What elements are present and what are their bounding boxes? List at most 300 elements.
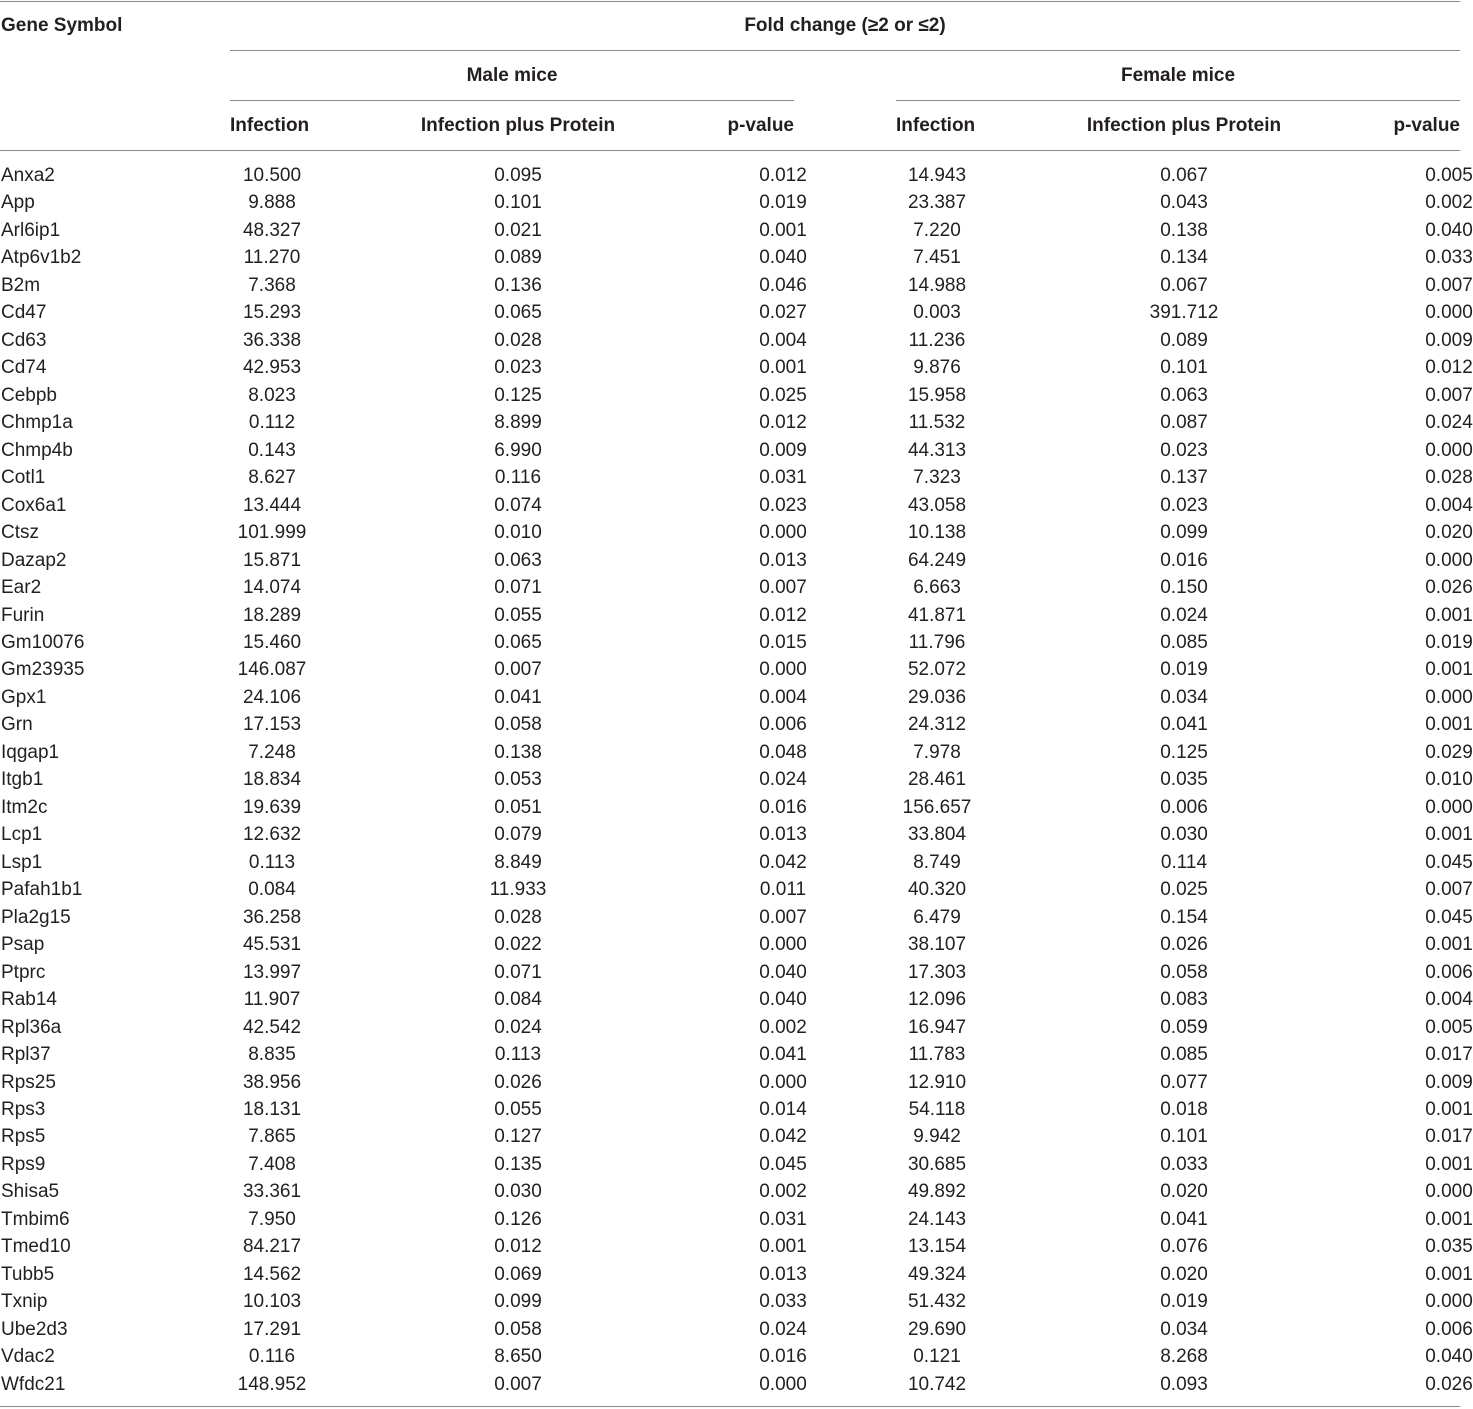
- gene-symbol-cell: Gm10076: [1, 631, 85, 653]
- female-infection-cell: 6.663: [913, 577, 961, 599]
- male-p-value-cell: 0.004: [759, 686, 807, 708]
- female-infection-cell: 28.461: [907, 769, 967, 791]
- table-row: [0, 165, 1473, 192]
- gene-symbol-cell: Dazap2: [1, 549, 67, 571]
- female-p-value-cell: 0.019: [1425, 631, 1473, 653]
- male-infection-cell: 12.632: [242, 824, 302, 846]
- male-p-value-cell: 0.009: [759, 439, 807, 461]
- male-p-value-cell: 0.048: [759, 741, 807, 763]
- female-p-value-cell: 0.026: [1425, 1373, 1473, 1395]
- male-infection-plus-protein-cell: 8.849: [494, 851, 542, 873]
- male-infection-plus-protein-cell: 0.055: [494, 604, 542, 626]
- male-p-value-cell: 0.012: [759, 165, 807, 186]
- female-infection-cell: 64.249: [907, 549, 967, 571]
- female-infection-cell: 6.479: [913, 906, 961, 928]
- table-row: [0, 604, 1473, 632]
- male-infection-cell: 11.270: [243, 247, 301, 269]
- male-p-value-cell: 0.024: [759, 1318, 807, 1340]
- female-infection-plus-protein-cell: 391.712: [1149, 302, 1219, 324]
- female-infection-cell: 33.804: [907, 824, 967, 846]
- male-infection-plus-protein-cell: 0.030: [494, 1181, 542, 1203]
- table-row: [0, 274, 1473, 302]
- gene-symbol-cell: Ctsz: [1, 522, 39, 544]
- female-infection-cell: 12.096: [907, 989, 967, 1011]
- table-row: [0, 989, 1473, 1016]
- male-infection-plus-protein-cell: 0.021: [494, 219, 542, 241]
- female-p-value-cell: 0.000: [1425, 1291, 1473, 1313]
- gene-symbol-cell: Grn: [1, 714, 33, 736]
- male-p-value-cell: 0.040: [759, 989, 807, 1011]
- male-infection-cell: 45.531: [242, 934, 302, 956]
- male-infection-plus-protein-cell: 0.010: [494, 522, 542, 544]
- female-infection-plus-protein-cell: 0.043: [1160, 192, 1208, 214]
- male-p-value-cell: 0.016: [759, 796, 807, 818]
- male-p-value-cell: 0.000: [759, 934, 807, 956]
- gene-symbol-cell: Iqgap1: [1, 741, 60, 763]
- female-infection-plus-protein-cell: 0.101: [1160, 357, 1208, 379]
- table-row: [0, 439, 1473, 467]
- table-row: [0, 769, 1473, 796]
- gene-symbol-cell: Chmp1a: [1, 412, 73, 434]
- gene-symbol-cell: Cd74: [1, 357, 47, 379]
- male-infection-cell: 148.952: [237, 1373, 307, 1395]
- female-infection-cell: 49.324: [907, 1263, 967, 1285]
- female-infection-cell: 38.107: [907, 934, 967, 956]
- female-infection-cell: 16.947: [907, 1016, 967, 1038]
- male-infection-cell: 10.500: [242, 165, 302, 186]
- male-infection-plus-protein-cell: 8.650: [494, 1346, 542, 1368]
- female-infection-cell: 9.876: [913, 357, 961, 379]
- male-infection-cell: 14.074: [242, 577, 302, 599]
- male-infection-cell: 42.542: [242, 1016, 302, 1038]
- male-infection-plus-protein-cell: 0.058: [494, 1318, 542, 1340]
- female-p-value-cell: 0.001: [1425, 1263, 1473, 1285]
- male-infection-cell: 7.248: [248, 741, 296, 763]
- male-infection-plus-protein-cell: 11.933: [489, 879, 547, 901]
- male-infection-plus-protein-cell: 0.079: [494, 824, 542, 846]
- female-infection-cell: 7.978: [913, 741, 961, 763]
- female-p-value-cell: 0.028: [1425, 467, 1473, 489]
- gene-symbol-cell: Vdac2: [1, 1346, 55, 1368]
- table-row: [0, 549, 1473, 577]
- male-p-value-cell: 0.002: [759, 1181, 807, 1203]
- female-infection-plus-protein-cell: 0.137: [1160, 467, 1208, 489]
- header-male-mice: Male mice: [466, 65, 558, 86]
- male-infection-plus-protein-cell: 0.113: [494, 1044, 542, 1066]
- male-infection-cell: 15.460: [242, 631, 302, 653]
- table-row: [0, 631, 1473, 659]
- female-p-value-cell: 0.001: [1425, 934, 1473, 956]
- gene-symbol-cell: Chmp4b: [1, 439, 73, 461]
- table-row: [0, 796, 1473, 824]
- gene-symbol-cell: Atp6v1b2: [1, 247, 82, 269]
- gene-symbol-cell: B2m: [1, 274, 41, 296]
- table-row: [0, 741, 1473, 769]
- female-infection-cell: 0.003: [913, 302, 961, 324]
- gene-symbol-cell: Anxa2: [1, 165, 55, 186]
- gene-symbol-cell: Cebpb: [1, 384, 57, 406]
- female-p-value-cell: 0.009: [1425, 329, 1473, 351]
- female-infection-plus-protein-cell: 0.085: [1160, 631, 1208, 653]
- table-top-rule: [0, 1, 1460, 2]
- male-infection-cell: 0.113: [248, 851, 296, 873]
- male-infection-cell: 7.950: [248, 1208, 296, 1230]
- table-row: [0, 329, 1473, 357]
- male-p-value-cell: 0.007: [759, 577, 807, 599]
- female-p-value-cell: 0.007: [1425, 274, 1473, 296]
- table-row: [0, 1318, 1473, 1346]
- male-p-value-cell: 0.000: [759, 1373, 807, 1395]
- female-infection-plus-protein-cell: 0.067: [1160, 274, 1208, 296]
- header-gene-symbol: Gene Symbol: [1, 15, 123, 36]
- male-infection-cell: 8.023: [248, 384, 296, 406]
- female-infection-plus-protein-cell: 0.033: [1160, 1153, 1208, 1175]
- female-infection-cell: 15.958: [907, 384, 967, 406]
- male-infection-cell: 18.834: [242, 769, 302, 791]
- female-infection-plus-protein-cell: 0.125: [1160, 741, 1208, 763]
- table-row: [0, 467, 1473, 494]
- table-row: [0, 384, 1473, 412]
- female-p-value-cell: 0.001: [1425, 1098, 1473, 1120]
- gene-symbol-cell: Arl6ip1: [1, 219, 61, 241]
- male-infection-plus-protein-cell: 0.024: [494, 1016, 542, 1038]
- male-infection-cell: 8.835: [248, 1044, 296, 1066]
- header-female-infection: Infection: [896, 115, 976, 136]
- female-infection-plus-protein-cell: 0.059: [1160, 1016, 1208, 1038]
- female-infection-cell: 11.783: [908, 1044, 966, 1066]
- gene-symbol-cell: Txnip: [1, 1291, 48, 1313]
- female-infection-plus-protein-cell: 0.077: [1160, 1071, 1208, 1093]
- female-infection-cell: 52.072: [907, 659, 967, 681]
- table-row: [0, 686, 1473, 714]
- male-infection-cell: 13.444: [242, 494, 302, 516]
- female-infection-cell: 17.303: [907, 961, 967, 983]
- male-p-value-cell: 0.012: [759, 604, 807, 626]
- male-p-value-cell: 0.024: [759, 769, 807, 791]
- male-p-value-cell: 0.000: [759, 659, 807, 681]
- table-row: [0, 1071, 1473, 1099]
- male-p-value-cell: 0.004: [759, 329, 807, 351]
- table-row: [0, 577, 1473, 604]
- female-infection-cell: 10.138: [907, 522, 967, 544]
- male-group-rule: [230, 100, 794, 101]
- female-group-rule: [896, 100, 1460, 101]
- male-infection-plus-protein-cell: 0.026: [494, 1071, 542, 1093]
- male-infection-cell: 7.865: [248, 1126, 296, 1148]
- female-p-value-cell: 0.005: [1425, 1016, 1473, 1038]
- female-infection-cell: 156.657: [902, 796, 972, 818]
- male-infection-plus-protein-cell: 0.099: [494, 1291, 542, 1313]
- female-infection-cell: 49.892: [907, 1181, 967, 1203]
- male-p-value-cell: 0.025: [759, 384, 807, 406]
- male-p-value-cell: 0.001: [759, 1236, 807, 1258]
- male-infection-cell: 0.084: [248, 879, 296, 901]
- female-infection-plus-protein-cell: 0.063: [1160, 384, 1208, 406]
- male-p-value-cell: 0.000: [759, 522, 807, 544]
- table-row: [0, 714, 1473, 741]
- female-infection-plus-protein-cell: 0.020: [1160, 1263, 1208, 1285]
- gene-symbol-cell: Lsp1: [1, 851, 43, 873]
- gene-symbol-cell: Rps9: [1, 1153, 46, 1175]
- male-infection-cell: 33.361: [242, 1181, 302, 1203]
- female-infection-cell: 23.387: [907, 192, 967, 214]
- male-infection-plus-protein-cell: 0.095: [494, 165, 542, 186]
- header-male-p-value: p-value: [727, 115, 794, 136]
- female-infection-plus-protein-cell: 0.024: [1160, 604, 1208, 626]
- female-infection-plus-protein-cell: 0.026: [1160, 934, 1208, 956]
- gene-symbol-cell: Cotl1: [1, 467, 46, 489]
- female-p-value-cell: 0.000: [1425, 686, 1473, 708]
- female-infection-cell: 8.749: [913, 851, 961, 873]
- female-infection-plus-protein-cell: 0.041: [1160, 714, 1208, 736]
- female-infection-plus-protein-cell: 0.083: [1160, 989, 1208, 1011]
- gene-symbol-cell: Ube2d3: [1, 1318, 68, 1340]
- male-infection-plus-protein-cell: 0.053: [494, 769, 542, 791]
- male-infection-cell: 84.217: [242, 1236, 302, 1258]
- male-infection-cell: 101.999: [237, 522, 307, 544]
- female-infection-plus-protein-cell: 0.041: [1160, 1208, 1208, 1230]
- female-p-value-cell: 0.009: [1425, 1071, 1473, 1093]
- female-infection-plus-protein-cell: 0.087: [1160, 412, 1208, 434]
- male-p-value-cell: 0.006: [759, 714, 807, 736]
- table-row: [0, 1153, 1473, 1181]
- gene-symbol-cell: Pla2g15: [1, 906, 71, 928]
- female-p-value-cell: 0.001: [1425, 714, 1473, 736]
- male-infection-cell: 17.153: [242, 714, 302, 736]
- female-infection-plus-protein-cell: 0.154: [1160, 906, 1208, 928]
- female-p-value-cell: 0.029: [1425, 741, 1473, 763]
- female-infection-cell: 24.312: [907, 714, 967, 736]
- female-p-value-cell: 0.000: [1425, 1181, 1473, 1203]
- male-infection-plus-protein-cell: 0.023: [494, 357, 542, 379]
- female-infection-cell: 24.143: [907, 1208, 967, 1230]
- female-infection-plus-protein-cell: 0.034: [1160, 1318, 1208, 1340]
- male-infection-cell: 0.112: [248, 412, 296, 434]
- female-infection-cell: 7.323: [913, 467, 961, 489]
- male-infection-plus-protein-cell: 0.071: [494, 961, 542, 983]
- female-infection-cell: 51.432: [907, 1291, 967, 1313]
- female-infection-cell: 10.742: [907, 1373, 967, 1395]
- female-p-value-cell: 0.004: [1425, 494, 1473, 516]
- male-p-value-cell: 0.046: [759, 274, 807, 296]
- female-infection-cell: 13.154: [907, 1236, 967, 1258]
- male-infection-plus-protein-cell: 0.127: [494, 1126, 542, 1148]
- female-infection-plus-protein-cell: 0.030: [1160, 824, 1208, 846]
- female-infection-cell: 44.313: [907, 439, 967, 461]
- table-row: [0, 1098, 1473, 1126]
- gene-symbol-cell: Tmed10: [1, 1236, 71, 1258]
- female-p-value-cell: 0.010: [1425, 769, 1473, 791]
- male-p-value-cell: 0.042: [759, 851, 807, 873]
- female-infection-plus-protein-cell: 0.085: [1160, 1044, 1208, 1066]
- female-infection-plus-protein-cell: 0.138: [1160, 219, 1208, 241]
- female-p-value-cell: 0.002: [1425, 192, 1473, 214]
- female-p-value-cell: 0.024: [1425, 412, 1473, 434]
- male-infection-plus-protein-cell: 0.116: [494, 467, 542, 489]
- male-infection-plus-protein-cell: 0.028: [494, 329, 542, 351]
- female-p-value-cell: 0.035: [1425, 1236, 1473, 1258]
- female-infection-plus-protein-cell: 0.034: [1160, 686, 1208, 708]
- gene-symbol-cell: Rps25: [1, 1071, 56, 1093]
- header-bottom-rule: [0, 150, 1460, 151]
- male-infection-plus-protein-cell: 0.041: [494, 686, 542, 708]
- male-infection-cell: 9.888: [248, 192, 296, 214]
- female-p-value-cell: 0.001: [1425, 824, 1473, 846]
- table-row: [0, 1181, 1473, 1208]
- male-infection-cell: 15.293: [242, 302, 302, 324]
- male-infection-plus-protein-cell: 0.138: [494, 741, 542, 763]
- male-p-value-cell: 0.040: [759, 961, 807, 983]
- female-p-value-cell: 0.005: [1425, 165, 1473, 186]
- gene-symbol-cell: Cd47: [1, 302, 47, 324]
- gene-symbol-cell: Gm23935: [1, 659, 85, 681]
- male-infection-plus-protein-cell: 8.899: [494, 412, 542, 434]
- female-p-value-cell: 0.033: [1425, 247, 1473, 269]
- female-p-value-cell: 0.006: [1425, 1318, 1473, 1340]
- male-infection-plus-protein-cell: 0.063: [494, 549, 542, 571]
- female-infection-plus-protein-cell: 0.025: [1160, 879, 1208, 901]
- female-p-value-cell: 0.045: [1425, 851, 1473, 873]
- header-female-infection-plus-protein: Infection plus Protein: [1086, 115, 1282, 136]
- fold-change-rule: [230, 50, 1460, 51]
- female-infection-plus-protein-cell: 0.101: [1160, 1126, 1208, 1148]
- gene-symbol-cell: Wfdc21: [1, 1373, 66, 1395]
- male-infection-cell: 0.143: [248, 439, 296, 461]
- female-p-value-cell: 0.001: [1425, 1208, 1473, 1230]
- gene-symbol-cell: Tubb5: [1, 1263, 55, 1285]
- gene-symbol-cell: Rab14: [1, 989, 57, 1011]
- female-infection-plus-protein-cell: 0.023: [1160, 494, 1208, 516]
- female-infection-plus-protein-cell: 0.058: [1160, 961, 1208, 983]
- female-infection-cell: 11.532: [908, 412, 966, 434]
- female-infection-plus-protein-cell: 0.134: [1160, 247, 1208, 269]
- table-row: [0, 1291, 1473, 1318]
- gene-symbol-cell: Gpx1: [1, 686, 47, 708]
- male-infection-plus-protein-cell: 0.101: [494, 192, 542, 214]
- female-infection-cell: 12.910: [907, 1071, 967, 1093]
- female-infection-cell: 41.871: [907, 604, 967, 626]
- female-p-value-cell: 0.001: [1425, 1153, 1473, 1175]
- male-infection-plus-protein-cell: 0.074: [494, 494, 542, 516]
- male-infection-plus-protein-cell: 0.135: [494, 1153, 542, 1175]
- female-infection-cell: 30.685: [907, 1153, 967, 1175]
- female-p-value-cell: 0.026: [1425, 577, 1473, 599]
- table-row: [0, 1126, 1473, 1153]
- female-infection-cell: 40.320: [907, 879, 967, 901]
- table-row: [0, 1016, 1473, 1044]
- male-infection-cell: 18.131: [242, 1098, 302, 1120]
- header-male-infection-plus-protein: Infection plus Protein: [420, 115, 616, 136]
- gene-symbol-cell: Cd63: [1, 329, 47, 351]
- male-infection-cell: 36.258: [242, 906, 302, 928]
- female-infection-plus-protein-cell: 0.023: [1160, 439, 1208, 461]
- male-infection-plus-protein-cell: 0.058: [494, 714, 542, 736]
- female-p-value-cell: 0.007: [1425, 384, 1473, 406]
- gene-symbol-cell: Rpl36a: [1, 1016, 62, 1038]
- header-male-infection: Infection: [230, 115, 310, 136]
- male-infection-cell: 42.953: [242, 357, 302, 379]
- table-row: [0, 934, 1473, 961]
- female-p-value-cell: 0.004: [1425, 989, 1473, 1011]
- gene-symbol-cell: Psap: [1, 934, 45, 956]
- male-infection-plus-protein-cell: 0.125: [494, 384, 542, 406]
- female-p-value-cell: 0.000: [1425, 796, 1473, 818]
- table-row: [0, 192, 1473, 219]
- header-female-p-value: p-value: [1393, 115, 1460, 136]
- gene-symbol-cell: Rpl37: [1, 1044, 51, 1066]
- table-row: [0, 522, 1473, 549]
- male-infection-plus-protein-cell: 6.990: [494, 439, 542, 461]
- table-row: [0, 851, 1473, 879]
- table-row: [0, 247, 1473, 274]
- header-fold-change: Fold change (≥2 or ≤2): [744, 15, 946, 36]
- male-infection-plus-protein-cell: 0.136: [494, 274, 542, 296]
- female-infection-cell: 54.118: [908, 1098, 966, 1120]
- gene-symbol-cell: Ear2: [1, 577, 42, 599]
- male-p-value-cell: 0.013: [759, 824, 807, 846]
- female-infection-plus-protein-cell: 0.016: [1160, 549, 1208, 571]
- table-row: [0, 412, 1473, 439]
- female-p-value-cell: 0.001: [1425, 659, 1473, 681]
- gene-symbol-cell: Ptprc: [1, 961, 46, 983]
- male-infection-cell: 10.103: [242, 1291, 302, 1313]
- gene-symbol-cell: Lcp1: [1, 824, 43, 846]
- female-infection-plus-protein-cell: 0.093: [1160, 1373, 1208, 1395]
- table-row: [0, 1236, 1473, 1263]
- male-p-value-cell: 0.013: [759, 549, 807, 571]
- female-infection-plus-protein-cell: 0.114: [1160, 851, 1208, 873]
- male-p-value-cell: 0.011: [759, 879, 807, 901]
- gene-symbol-cell: Itgb1: [1, 769, 44, 791]
- male-infection-plus-protein-cell: 0.022: [494, 934, 542, 956]
- gene-symbol-cell: Rps5: [1, 1126, 46, 1148]
- gene-symbol-cell: Shisa5: [1, 1181, 60, 1203]
- gene-symbol-cell: Itm2c: [1, 796, 48, 818]
- male-infection-plus-protein-cell: 0.007: [494, 1373, 542, 1395]
- male-p-value-cell: 0.016: [759, 1346, 807, 1368]
- male-infection-plus-protein-cell: 0.055: [494, 1098, 542, 1120]
- table-row: [0, 219, 1473, 247]
- table-row: [0, 1263, 1473, 1291]
- male-infection-cell: 13.997: [242, 961, 302, 983]
- male-infection-cell: 15.871: [242, 549, 302, 571]
- female-infection-cell: 14.943: [907, 165, 967, 186]
- table-row: [0, 1373, 1473, 1401]
- table-row: [0, 1208, 1473, 1236]
- female-infection-cell: 11.236: [908, 329, 966, 351]
- male-p-value-cell: 0.031: [759, 1208, 807, 1230]
- male-infection-plus-protein-cell: 0.089: [494, 247, 542, 269]
- male-p-value-cell: 0.031: [759, 467, 807, 489]
- female-infection-plus-protein-cell: 0.099: [1160, 522, 1208, 544]
- male-infection-cell: 48.327: [242, 219, 302, 241]
- male-infection-cell: 19.639: [242, 796, 302, 818]
- male-p-value-cell: 0.023: [759, 494, 807, 516]
- male-infection-cell: 14.562: [242, 1263, 302, 1285]
- gene-symbol-cell: App: [1, 192, 35, 214]
- gene-symbol-cell: Cox6a1: [1, 494, 67, 516]
- table-row: [0, 357, 1473, 384]
- male-p-value-cell: 0.001: [759, 219, 807, 241]
- female-infection-plus-protein-cell: 0.006: [1160, 796, 1208, 818]
- female-infection-cell: 29.036: [907, 686, 967, 708]
- female-p-value-cell: 0.000: [1425, 549, 1473, 571]
- gene-symbol-cell: Pafah1b1: [1, 879, 83, 901]
- female-infection-cell: 9.942: [913, 1126, 961, 1148]
- female-p-value-cell: 0.000: [1425, 302, 1473, 324]
- female-infection-plus-protein-cell: 8.268: [1160, 1346, 1208, 1368]
- male-infection-plus-protein-cell: 0.012: [494, 1236, 542, 1258]
